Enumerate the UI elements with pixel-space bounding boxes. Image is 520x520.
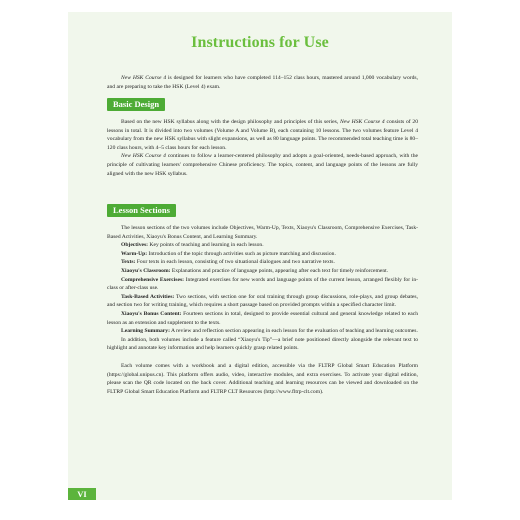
- closing-paragraph: Each volume comes with a workbook and a digital edition, accessible via the FLTRP Global Smart Education Platform (https://global.unipus.cn). This platform offers audio, video, interactive modules, and extra exercises. To activate your digital edition, please scan the QR code located on the back cover. Additional teaching and learning resources can be viewed and downloaded on the FLTRP Global Smart Education Platform and FLTRP CLT Resources (http://www.fltrp-clt.com).: [107, 362, 418, 395]
- section-heading-basic-design: Basic Design: [107, 98, 165, 111]
- lesson-section-item: [107, 258, 418, 267]
- basic-design-block: [107, 118, 418, 178]
- paragraph-text: Based on the new HSK syllabus along with the design philosophy and principles of this series,: [121, 119, 340, 125]
- page-title: Instructions for Use: [191, 34, 329, 51]
- page-number: VI: [68, 488, 96, 500]
- item-label: Learning Summary:: [121, 328, 170, 335]
- course-name: New HSK Course 4: [121, 153, 166, 160]
- lesson-section-item: [107, 327, 418, 336]
- book-page: [68, 12, 452, 500]
- lesson-section-item: [107, 310, 418, 327]
- course-name: New HSK Course 4: [121, 75, 167, 81]
- basic-design-paragraph-2: [107, 152, 418, 178]
- lesson-section-item: [107, 241, 418, 250]
- section-heading-lesson-sections: Lesson Sections: [107, 204, 176, 217]
- item-text: Explanations and practice of language points, appearing after each text for timely reinforcement.: [170, 267, 389, 274]
- item-text: Introduction of the topic through activities such as picture matching and discussion.: [147, 250, 336, 257]
- item-text: Fourteen sections in total, designed to provide essential cultural and general knowledge related to each lesson as an extension and supplement to the texts.: [107, 310, 418, 326]
- intro-paragraph: [107, 74, 418, 91]
- lesson-sections-block: [107, 224, 418, 396]
- intro-text: is designed for learners who have completed 114–152 class hours, mastered around 1,000 vocabulary words, and are preparing to take the HSK (Level 4) exam.: [107, 75, 418, 90]
- item-text: Integrated exercises for new words and language points of the current lesson, arranged flexibly for in-class or after-class use.: [107, 276, 418, 292]
- item-text: Key points of teaching and learning in each lesson.: [148, 242, 264, 249]
- item-text: Four texts in each lesson, consisting of two situational dialogues and two narrative texts.: [135, 259, 335, 266]
- lesson-sections-intro: The lesson sections of the two volumes include Objectives, Warm-Up, Texts, Xiaoyu's Classroom, Comprehensive Exercises, Task-Based Activities, Xiaoyu's Bonus Content, and Learning Summary.: [107, 225, 418, 240]
- lesson-section-item: [107, 267, 418, 276]
- lesson-section-item: [107, 250, 418, 259]
- basic-design-paragraph-1: [107, 118, 418, 152]
- item-label: Xiaoyu's Classroom:: [121, 267, 171, 274]
- item-label: Xiaoyu's Bonus Content:: [121, 310, 182, 317]
- intro-block: [107, 74, 418, 91]
- item-text: A review and reflection section appearing in each lesson for the evaluation of teaching and learning outcomes.: [169, 328, 418, 335]
- xiaoyu-tip-paragraph: In addition, both volumes include a feature called “Xiaoyu's Tip”—a brief note positioned directly alongside the relevant text to highlight and annotate key information and help learners quickly grasp related points.: [107, 336, 418, 352]
- item-label: Texts:: [121, 259, 136, 266]
- item-label: Warm-Up:: [121, 250, 148, 257]
- item-label: Task-Based Activities:: [121, 293, 175, 300]
- paragraph-text: consists of 20 lessons in total. It is divided into two volumes (Volume A and Volume B), each containing 10 lessons. The two volumes feature Level 4 vocabulary from the new HSK syllabus with slight expansions, as well as 80 language points. The recommended total teaching time is 80–120 class hours, with 4–5 class hours for each lesson.: [107, 119, 418, 151]
- lesson-section-item: [107, 293, 418, 310]
- item-text: Two sections, with section one for oral training through group discussions, role-plays, and group debates, and section two for writing training, which requires a short passage based on provided prompts within a specified character limit.: [107, 293, 418, 309]
- paragraph-text: continues to follow a learner-centered philosophy and adopts a goal-oriented, needs-based approach, with the principle of cultivating learners' comprehensive Chinese proficiency. The topics, content, and language points of the lessons are fully aligned with the new HSK syllabus.: [107, 153, 418, 177]
- course-name: New HSK Course 4: [339, 119, 385, 125]
- lesson-section-list: [107, 241, 418, 336]
- item-label: Comprehensive Exercises:: [121, 276, 184, 283]
- lesson-section-item: [107, 276, 418, 293]
- item-label: Objectives:: [121, 242, 149, 249]
